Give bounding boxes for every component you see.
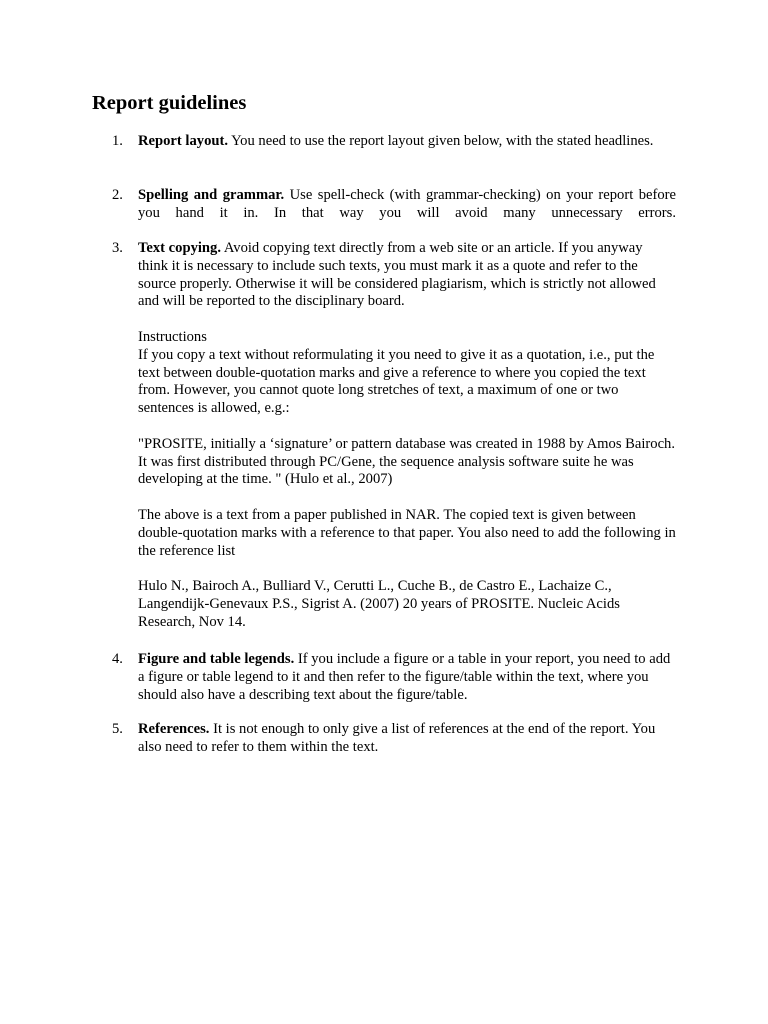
list-item-body xyxy=(138,187,676,223)
list-item-number: 3. xyxy=(112,240,123,256)
list-item-number: 5. xyxy=(112,721,123,737)
list-item-body xyxy=(138,651,676,704)
list-item-body xyxy=(138,133,676,151)
list-item-body xyxy=(138,240,676,632)
list-item-paragraph xyxy=(138,651,676,704)
list-item-body xyxy=(138,721,676,757)
list-item-heading: References. xyxy=(138,721,210,737)
list-item-paragraph xyxy=(138,240,676,311)
list-item-number: 4. xyxy=(112,651,123,667)
instructions-label: Instructions xyxy=(138,328,207,345)
list-item-text: It is not enough to only give a list of references at the end of the report. You also need to refer to them within the text. xyxy=(138,721,656,755)
page-title: Report guidelines xyxy=(92,92,247,114)
list-item-text: Avoid copying text directly from a web site or an article. If you anyway think it is necessary to include such texts, you must mark it as a quote and refer to the source properly. Otherwise it will be considered plagiarism, which is strictly not allowed and will be reported to the disciplinary board. xyxy=(138,240,656,310)
reference-example: Hulo N., Bairoch A., Bulliard V., Cerutti L., Cuche B., de Castro E., Lachaize C., Langendijk-Genevaux P.S., Sigrist A. (2007) 20 years of PROSITE. Nucleic Acids Research, Nov 14. xyxy=(138,578,620,630)
list-item-heading: Figure and table legends. xyxy=(138,651,295,667)
list-item-text: Use spell-check (with grammar-checking) on your report before you hand it in. In that way you will avoid many unnecessary errors. xyxy=(138,187,676,221)
quotation-explanation: The above is a text from a paper published in NAR. The copied text is given between double-quotation marks with a reference to that paper. You also need to add the following in the reference list xyxy=(138,506,676,559)
list-item-number: 1. xyxy=(112,133,123,149)
list-item-heading: Text copying. xyxy=(138,240,221,256)
list-item-number: 2. xyxy=(112,187,123,203)
instructions-text: If you copy a text without reformulating it you need to give it as a quotation, i.e., put the text between double-quotation marks and give a reference to where you copied the text from. However, you cannot quote long stretches of text, a maximum of one or two sentences is allowed, e.g.: xyxy=(138,346,655,417)
list-item-text: You need to use the report layout given below, with the stated headlines. xyxy=(228,133,654,149)
quotation-example: "PROSITE, initially a ‘signature’ or pattern database was created in 1988 by Amos Bairoch. It was first distributed through PC/Gene, the sequence analysis software suite he was developing at the time. " (Hulo et al., 2007) xyxy=(138,435,676,488)
list-item-heading: Spelling and grammar. xyxy=(138,187,285,203)
list-item-text: If you include a figure or a table in your report, you need to add a figure or table legend to it and then refer to the figure/table within the text, where you should also have a describing text about the figure/table. xyxy=(138,651,671,703)
list-item-heading: Report layout. xyxy=(138,133,228,149)
list-item-paragraph xyxy=(138,187,676,223)
list-item-paragraph xyxy=(138,133,676,151)
list-item-paragraph xyxy=(138,721,676,757)
